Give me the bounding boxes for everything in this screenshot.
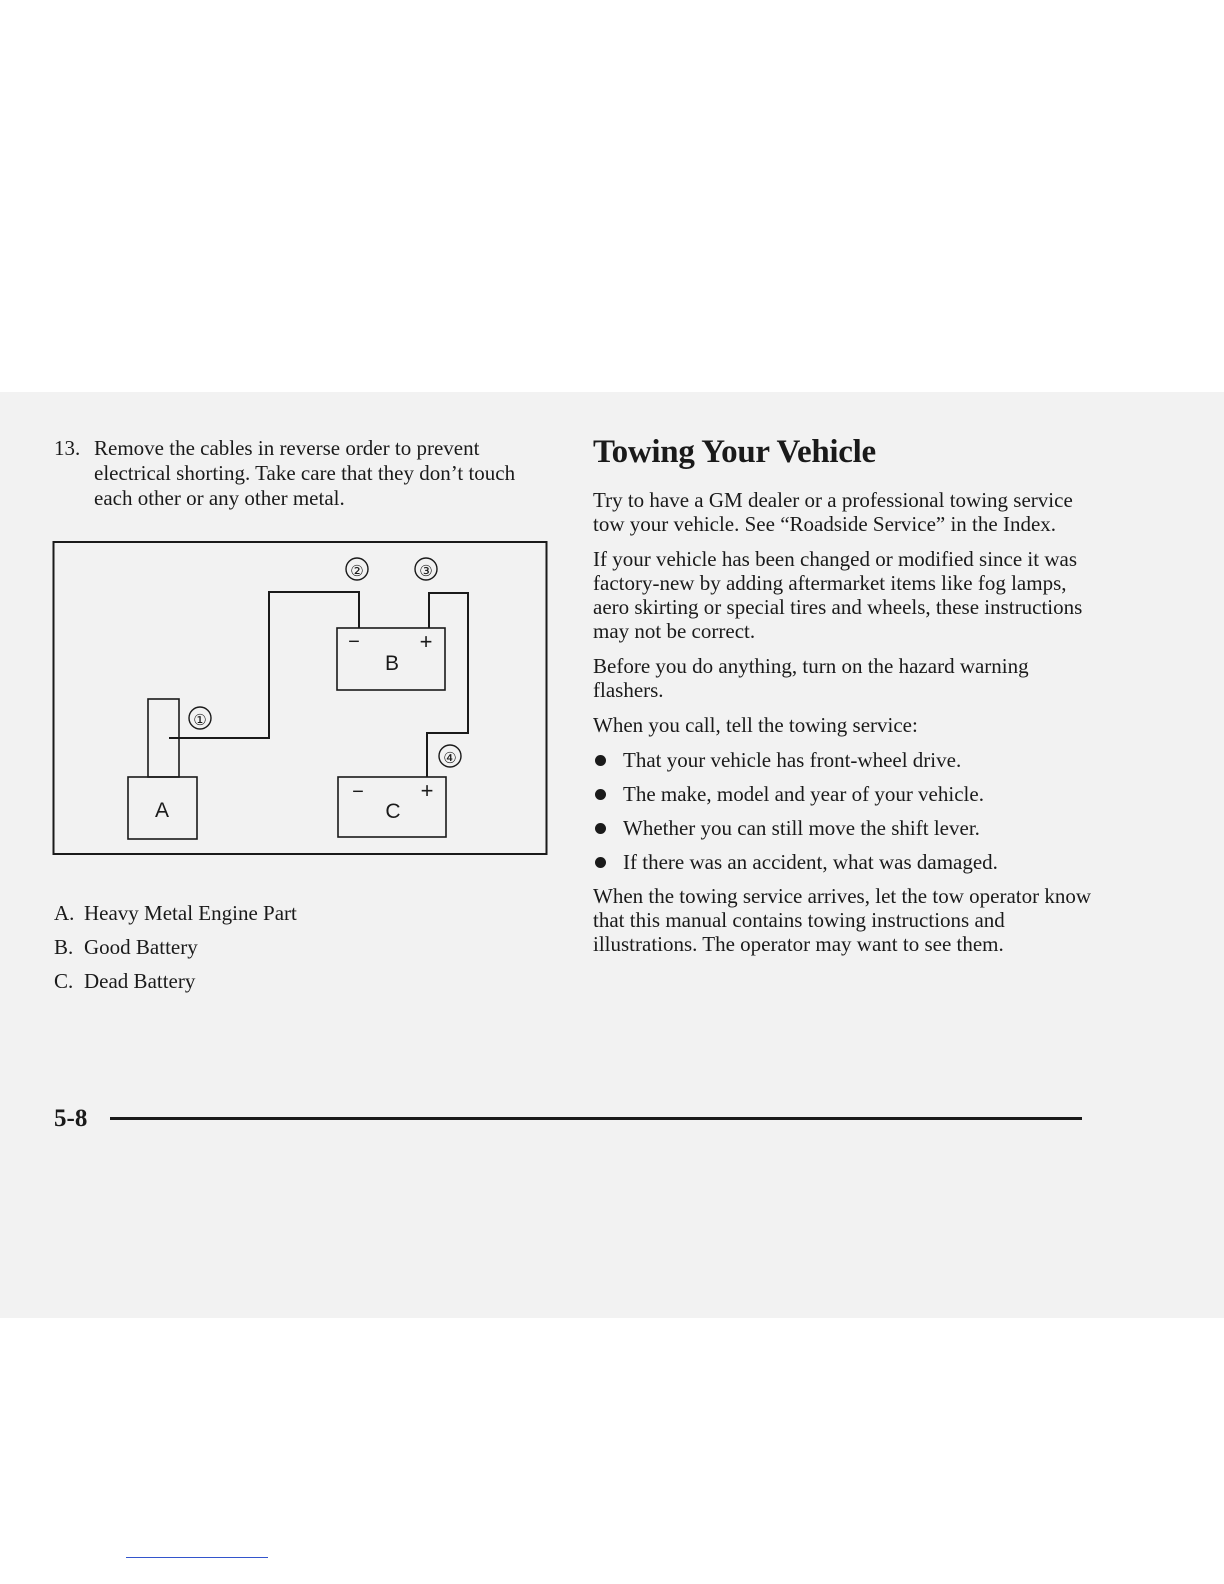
list-item [593, 782, 1093, 806]
step-text: Remove the cables in reverse order to prevent electrical shorting. Take care that they don’t touch each other or any other metal. [94, 436, 516, 510]
list-item [593, 816, 1093, 840]
step-13 [54, 436, 544, 511]
paragraph: When you call, tell the towing service: [593, 713, 918, 737]
bottom-divider [126, 1557, 268, 1558]
legend-item [54, 930, 297, 964]
list-item-text: The make, model and year of your vehicle. [623, 782, 984, 806]
diagram-legend [54, 896, 297, 998]
list-item-text: That your vehicle has front-wheel drive. [623, 748, 962, 772]
towing-section [593, 432, 1093, 967]
paragraph: Try to have a GM dealer or a professional towing service tow your vehicle. See “Roadside Service” in the Index. [593, 488, 1073, 536]
bullet-icon [595, 857, 606, 868]
list-item [593, 850, 1093, 874]
legend-item [54, 964, 297, 998]
bullet-list [593, 748, 1093, 874]
legend-key: A. [54, 901, 75, 925]
list-item-text: Whether you can still move the shift lever. [623, 816, 980, 840]
bullet-icon [595, 755, 606, 766]
callout-4: ④ [443, 749, 457, 767]
closing-paragraph: When the towing service arrives, let the tow operator know that this manual contains towing instructions and illustrations. The operator may want to see them. [593, 884, 1092, 956]
legend-label: Good Battery [84, 935, 198, 959]
list-item-text: If there was an accident, what was damaged. [623, 850, 998, 874]
footer-rule [110, 1117, 1082, 1120]
callout-2: ② [350, 562, 364, 580]
battery-c-positive: + [420, 778, 434, 803]
callout-1: ① [193, 711, 207, 729]
legend-label: Dead Battery [84, 969, 196, 993]
legend-label: Heavy Metal Engine Part [84, 901, 297, 925]
battery-c-negative: − [352, 781, 364, 803]
bullet-icon [595, 789, 606, 800]
legend-key: C. [54, 969, 74, 993]
page-number: 5-8 [54, 1105, 88, 1132]
label-c: C [385, 800, 401, 823]
bullet-icon [595, 823, 606, 834]
paragraph: If your vehicle has been changed or modified since it was factory-new by adding aftermarket items like fog lamps, aero skirting or special tires and wheels, these instructions may not be correct. [593, 547, 1083, 643]
label-a: A [154, 799, 170, 822]
callout-3: ③ [419, 562, 433, 580]
jump-start-diagram [52, 540, 552, 866]
step-number: 13. [54, 436, 81, 460]
list-item [593, 748, 1093, 772]
section-heading: Towing Your Vehicle [593, 434, 876, 470]
legend-key: B. [54, 935, 74, 959]
legend-item [54, 896, 297, 930]
paragraph: Before you do anything, turn on the hazard warning flashers. [593, 654, 1029, 702]
label-b: B [384, 652, 400, 675]
battery-b-negative: − [348, 631, 360, 653]
battery-b-positive: + [419, 629, 433, 654]
